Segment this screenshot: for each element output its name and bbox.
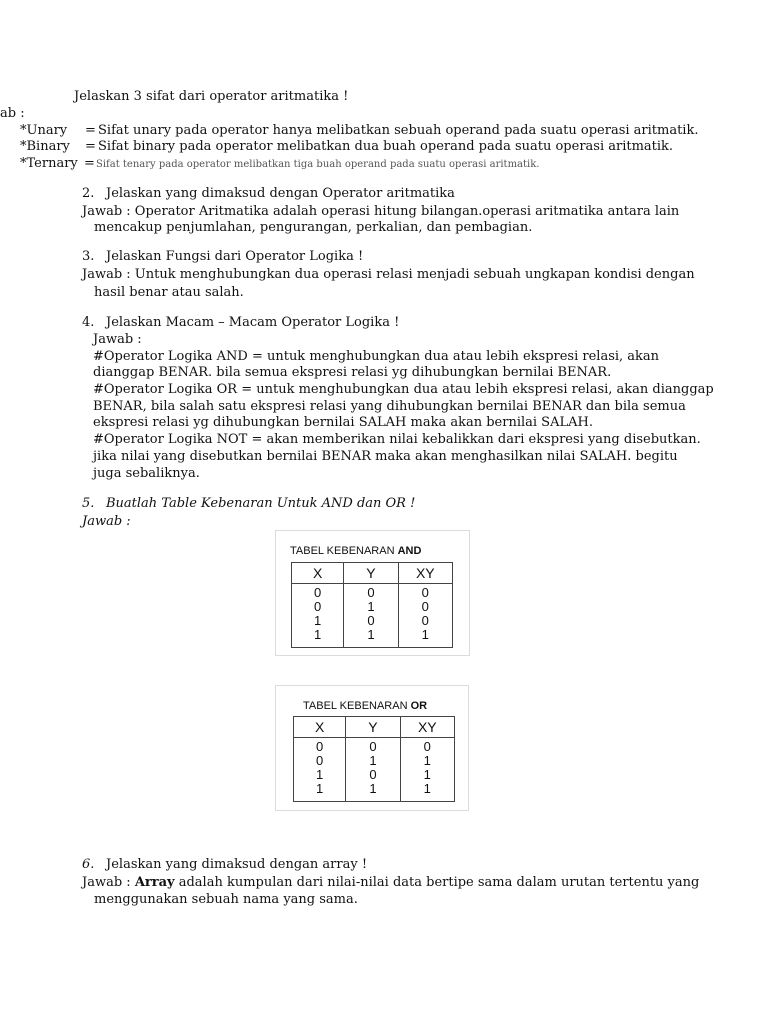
truth-table-or-title-op: OR <box>410 700 428 712</box>
cell: 1 <box>367 627 375 642</box>
q4-line: ekspresi relasi yg dihubungkan bernilai SALAH maka akan bernilai SALAH. <box>93 415 593 430</box>
cell: 0 <box>316 753 324 768</box>
column-y-values <box>344 584 398 648</box>
truth-table-and <box>275 530 470 656</box>
cell: 0 <box>421 613 429 628</box>
cell: 1 <box>423 781 431 796</box>
truth-table-and-title-prefix: TABEL KEBENARAN <box>290 545 395 557</box>
q1-item-binary-term: *Binary <box>20 139 70 154</box>
q6-answer-line2: menggunakan sebuah nama yang sama. <box>94 892 358 907</box>
truth-table-and-title-op: AND <box>397 545 422 557</box>
truth-table-or-title-prefix: TABEL KEBENARAN <box>303 700 408 712</box>
column-xy-values <box>398 584 452 648</box>
cell: 0 <box>314 599 322 614</box>
truth-table-or-title <box>303 698 427 715</box>
q1-item-unary-desc: Sifat unary pada operator hanya melibatkan sebuah operand pada suatu operasi aritmatik. <box>98 123 699 138</box>
q1-item-ternary-term: *Ternary <box>20 156 78 171</box>
truth-table-or <box>275 685 469 811</box>
q1-item-unary-eq: = <box>85 123 96 138</box>
header-y: Y <box>346 717 400 738</box>
q2-number: 2. <box>82 186 95 201</box>
q1-item-binary-desc: Sifat binary pada operator melibatkan dua buah operand pada suatu operasi aritmatik. <box>98 139 674 154</box>
cell: 1 <box>369 781 377 796</box>
q4-line: #Operator Logika AND = untuk menghubungkan dua atau lebih ekspresi relasi, akan <box>93 349 660 364</box>
column-y-values <box>346 738 400 802</box>
cell: 0 <box>367 585 375 600</box>
q4-line: juga sebaliknya. <box>93 466 200 481</box>
q2-question: Jelaskan yang dimaksud dengan Operator aritmatika <box>106 186 455 201</box>
cell: 1 <box>423 753 431 768</box>
header-x: X <box>294 717 346 738</box>
q2-answer-line2: mencakup penjumlahan, pengurangan, perkalian, dan pembagian. <box>94 220 533 235</box>
cell: 1 <box>316 781 324 796</box>
q3-number: 3. <box>82 249 95 264</box>
q6-answer-rest: adalah kumpulan dari nilai-nilai data bertipe sama dalam urutan tertentu yang <box>178 875 700 890</box>
cell: 0 <box>423 739 431 754</box>
q2-answer-line1: Jawab : Operator Aritmatika adalah operasi hitung bilangan.operasi aritmatika antara lain <box>82 204 680 219</box>
cell: 0 <box>316 739 324 754</box>
q4-line: BENAR, bila salah satu ekspresi relasi yang dihubungkan bernilai BENAR dan bila semua <box>93 399 686 414</box>
column-xy-values <box>400 738 454 802</box>
cell: 0 <box>369 739 377 754</box>
q1-item-binary-eq: = <box>85 139 96 154</box>
q4-number: 4. <box>82 315 95 330</box>
column-x-values <box>294 738 346 802</box>
column-x-values <box>292 584 344 648</box>
q1-item-unary-term: *Unary <box>20 123 68 138</box>
q6-answer-term: Array <box>134 875 175 890</box>
cell: 1 <box>314 613 322 628</box>
q1-question: Jelaskan 3 sifat dari operator aritmatika ! <box>74 89 349 104</box>
q3-answer-line1: Jawab : Untuk menghubungkan dua operasi relasi menjadi sebuah ungkapan kondisi dengan <box>82 267 695 282</box>
header-y: Y <box>344 563 398 584</box>
q6-answer-line1 <box>82 874 699 891</box>
cell: 0 <box>314 585 322 600</box>
q4-line: jika nilai yang disebutkan bernilai BENAR maka akan menghasilkan nilai SALAH. begitu <box>93 449 678 464</box>
cell: 1 <box>421 627 429 642</box>
q3-question: Jelaskan Fungsi dari Operator Logika ! <box>106 249 364 264</box>
q4-line: #Operator Logika NOT = akan memberikan nilai kebalikkan dari ekspresi yang disebutkan. <box>93 432 701 447</box>
q6-question: Jelaskan yang dimaksud dengan array ! <box>106 857 368 872</box>
truth-table-and-title <box>290 543 421 560</box>
q4-line: Jawab : <box>93 332 142 347</box>
q1-answer-label: ab : <box>0 106 25 121</box>
q5-answer-label: Jawab : <box>82 514 131 529</box>
header-x: X <box>292 563 344 584</box>
truth-table-or-grid <box>293 716 455 802</box>
q5-number: 5. <box>82 496 95 511</box>
cell: 0 <box>421 599 429 614</box>
q4-line: #Operator Logika OR = untuk menghubungkan dua atau lebih ekspresi relasi, akan dianggap <box>93 382 714 397</box>
cell: 0 <box>369 767 377 782</box>
q4-line: dianggap BENAR. bila semua ekspresi relasi yg dihubungkan bernilai BENAR. <box>93 365 612 380</box>
cell: 0 <box>421 585 429 600</box>
cell: 1 <box>367 599 375 614</box>
cell: 0 <box>367 613 375 628</box>
q1-item-ternary-eq: = <box>84 156 95 171</box>
q4-question: Jelaskan Macam – Macam Operator Logika ! <box>106 315 400 330</box>
truth-table-and-grid <box>291 562 453 648</box>
cell: 1 <box>423 767 431 782</box>
cell: 1 <box>314 627 322 642</box>
q6-number: 6. <box>82 857 95 872</box>
q3-answer-line2: hasil benar atau salah. <box>94 285 244 300</box>
cell: 1 <box>369 753 377 768</box>
header-xy: XY <box>400 717 454 738</box>
cell: 1 <box>316 767 324 782</box>
q6-answer-prefix: Jawab : <box>82 875 131 890</box>
q5-question: Buatlah Table Kebenaran Untuk AND dan OR ! <box>106 496 416 511</box>
q1-item-ternary-desc: Sifat tenary pada operator melibatkan tiga buah operand pada suatu operasi aritmatik. <box>96 159 540 170</box>
header-xy: XY <box>398 563 452 584</box>
